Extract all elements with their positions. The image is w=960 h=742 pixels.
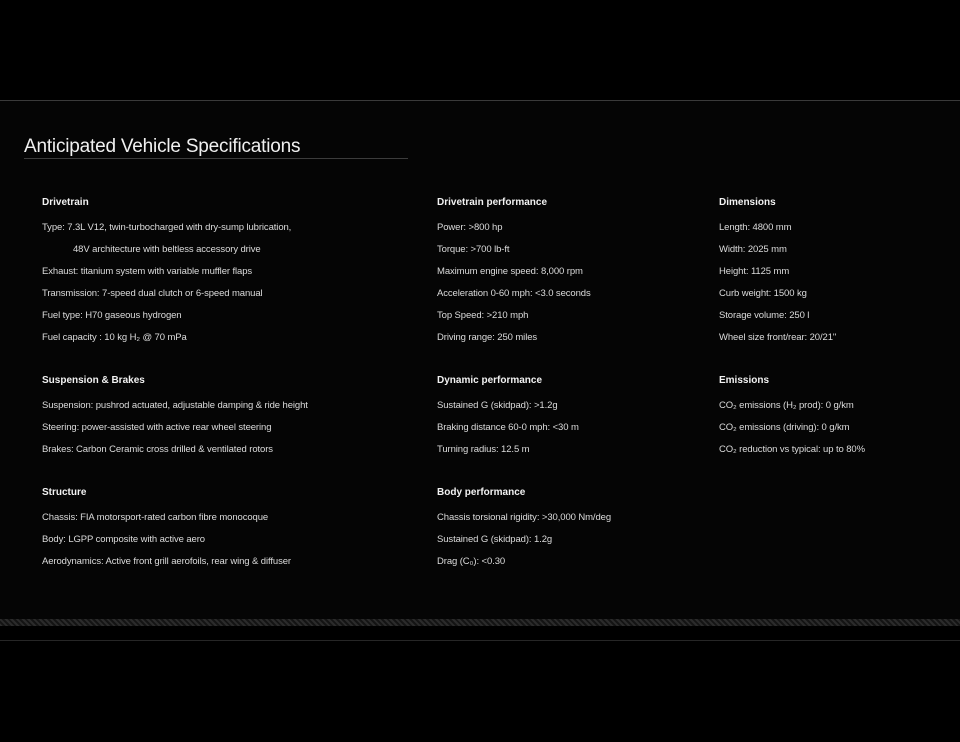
spec-line: Type: 7.3L V12, twin-turbocharged with dry-sump lubrication, bbox=[42, 222, 292, 233]
spec-line: Maximum engine speed: 8,000 rpm bbox=[437, 266, 583, 277]
spec-line: CO₂ reduction vs typical: up to 80% bbox=[719, 444, 865, 455]
section-heading: Body performance bbox=[437, 487, 526, 498]
section-drivetrain-performance bbox=[437, 195, 707, 349]
spec-line: Fuel type: H70 gaseous hydrogen bbox=[42, 310, 182, 321]
spec-line: Acceleration 0-60 mph: <3.0 seconds bbox=[437, 288, 591, 299]
section-dynamic-performance bbox=[437, 373, 707, 461]
spec-list bbox=[437, 395, 707, 461]
spec-line: Length: 4800 mm bbox=[719, 222, 792, 233]
spec-line: Transmission: 7-speed dual clutch or 6-speed manual bbox=[42, 288, 263, 299]
section-heading: Dimensions bbox=[719, 197, 776, 208]
spec-line: Aerodynamics: Active front grill aerofoils, rear wing & diffuser bbox=[42, 556, 291, 567]
spec-line: Driving range: 250 miles bbox=[437, 332, 538, 343]
section-dimensions bbox=[719, 195, 949, 349]
spec-line: Sustained G (skidpad): >1.2g bbox=[437, 400, 558, 411]
spec-line: Wheel size front/rear: 20/21" bbox=[719, 332, 837, 343]
page-title: Anticipated Vehicle Specifications bbox=[24, 136, 301, 157]
spec-line: Storage volume: 250 l bbox=[719, 310, 810, 321]
section-heading: Drivetrain performance bbox=[437, 197, 548, 208]
section-heading: Suspension & Brakes bbox=[42, 375, 145, 386]
section-heading: Drivetrain bbox=[42, 197, 89, 208]
specs-column-right bbox=[719, 195, 949, 461]
spec-list bbox=[42, 217, 422, 349]
spec-list bbox=[719, 217, 949, 349]
section-heading: Emissions bbox=[719, 375, 770, 386]
spec-list bbox=[42, 395, 422, 461]
spec-line: Sustained G (skidpad): 1.2g bbox=[437, 534, 553, 545]
section-heading: Dynamic performance bbox=[437, 375, 543, 386]
section-structure bbox=[42, 485, 422, 573]
title-underline bbox=[24, 158, 408, 159]
spec-list bbox=[437, 217, 707, 349]
spec-line: Chassis torsional rigidity: >30,000 Nm/deg bbox=[437, 512, 612, 523]
spec-line: Exhaust: titanium system with variable muffler flaps bbox=[42, 266, 253, 277]
bottom-divider bbox=[0, 640, 960, 641]
spec-line: Chassis: FIA motorsport-rated carbon fibre monocoque bbox=[42, 512, 269, 523]
spec-line: Curb weight: 1500 kg bbox=[719, 288, 807, 299]
spec-line: Height: 1125 mm bbox=[719, 266, 790, 277]
section-drivetrain bbox=[42, 195, 422, 349]
spec-line: Power: >800 hp bbox=[437, 222, 503, 233]
spec-list bbox=[42, 507, 422, 573]
section-heading: Structure bbox=[42, 487, 87, 498]
spec-line: Top Speed: >210 mph bbox=[437, 310, 529, 321]
section-emissions bbox=[719, 373, 949, 461]
spec-line: 48V architecture with beltless accessory drive bbox=[73, 244, 261, 255]
hatched-divider bbox=[0, 619, 960, 626]
spec-line: Torque: >700 lb-ft bbox=[437, 244, 510, 255]
spec-line: Braking distance 60-0 mph: <30 m bbox=[437, 422, 579, 433]
spec-line: Drag (C₀): <0.30 bbox=[437, 556, 506, 567]
spec-line: Brakes: Carbon Ceramic cross drilled & ventilated rotors bbox=[42, 444, 273, 455]
section-suspension-brakes bbox=[42, 373, 422, 461]
spec-line: Width: 2025 mm bbox=[719, 244, 787, 255]
spec-line: Steering: power-assisted with active rear wheel steering bbox=[42, 422, 272, 433]
spec-line: CO₂ emissions (driving): 0 g/km bbox=[719, 422, 850, 433]
spec-list bbox=[719, 395, 949, 461]
specs-column-left bbox=[42, 195, 422, 573]
spec-line: Turning radius: 12.5 m bbox=[437, 444, 530, 455]
spec-line: CO₂ emissions (H₂ prod): 0 g/km bbox=[719, 400, 854, 411]
specs-column-middle bbox=[437, 195, 707, 573]
spec-line: Body: LGPP composite with active aero bbox=[42, 534, 205, 545]
spec-line: Fuel capacity : 10 kg H₂ @ 70 mPa bbox=[42, 332, 187, 343]
spec-list bbox=[437, 507, 707, 573]
section-body-performance bbox=[437, 485, 707, 573]
spec-line: Suspension: pushrod actuated, adjustable damping & ride height bbox=[42, 400, 308, 411]
